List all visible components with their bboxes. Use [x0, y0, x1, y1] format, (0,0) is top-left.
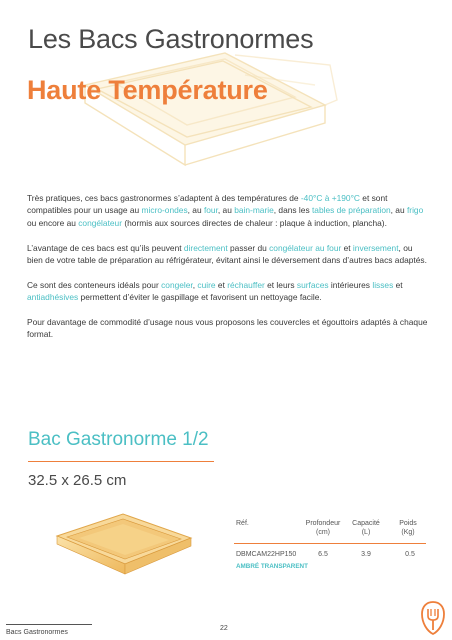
body-text-run: L’avantage de ces bacs est qu’ils peuvent	[27, 242, 184, 253]
cell-ref: DBMCAM22HP150	[236, 551, 297, 558]
header-weight-unit: (Kg)	[401, 529, 415, 536]
body-text-run: permettent d’éviter le gaspillage et favorisent un nettoyage facile.	[78, 292, 322, 303]
highlight-text: tables de préparation	[311, 205, 391, 216]
cell-capacity: 3.9	[361, 551, 371, 558]
highlight-text: directement	[183, 242, 228, 253]
body-text-run: , au	[217, 205, 235, 216]
body-text-run: et	[215, 279, 228, 290]
cell-depth: 6.5	[318, 551, 328, 558]
spec-table	[234, 519, 426, 570]
header-weight	[392, 519, 424, 537]
header-capacity	[346, 519, 386, 537]
body-text-run: (hormis aux sources directes de chaleur : plaque à induction, plancha).	[122, 217, 387, 228]
highlight-text: micro-ondes	[141, 205, 188, 216]
highlight-text: lisses	[372, 279, 394, 290]
body-text-run: ,	[192, 279, 198, 290]
header-weight-label: Poids	[399, 520, 417, 527]
page-subtitle: Haute Température	[27, 75, 268, 105]
highlight-text: cuire	[197, 279, 216, 290]
spec-table-rule	[234, 543, 426, 544]
highlight-text: surfaces	[296, 279, 329, 290]
intro-paragraph	[27, 316, 429, 341]
highlight-text: réchauffer	[227, 279, 265, 290]
header-depth-label: Profondeur	[305, 520, 341, 527]
header-capacity-label: Capacité	[352, 520, 380, 527]
highlight-text: bain-marie	[234, 205, 274, 216]
table-row	[234, 551, 426, 563]
cell-weight: 0.5	[405, 551, 415, 558]
body-text-run: , dans les	[273, 205, 312, 216]
body-text-run: et sont compatibles pour un usage au	[27, 193, 388, 216]
header-ref	[236, 519, 249, 528]
section-dimensions: 32.5 x 26.5 cm	[28, 472, 127, 489]
highlight-text: frigo	[406, 205, 424, 216]
footer-divider	[6, 624, 92, 625]
body-text-run: ou encore au	[27, 217, 79, 228]
page-number: 22	[220, 625, 228, 632]
header-depth	[298, 519, 348, 537]
hero-pan-image	[75, 45, 340, 175]
highlight-text: antiadhésives	[27, 292, 79, 303]
body-text-run: et leurs	[264, 279, 297, 290]
body-text-run: intérieures	[328, 279, 373, 290]
body-text-run: et	[341, 242, 353, 253]
body-text-run: Très pratiques, ces bacs gastronormes s’adaptent à des températures de	[27, 193, 301, 203]
highlight-text: four	[203, 205, 218, 216]
body-text-run: , ou bien de votre table de préparation au réfrigérateur, évitant ainsi le déversement dans d’autres bacs adaptés.	[27, 242, 427, 266]
section-divider	[28, 461, 214, 462]
body-text-run: et	[393, 279, 403, 290]
highlight-text: congélateur	[78, 217, 123, 228]
body-text-run: , au	[390, 205, 407, 216]
body-text-run: Ce sont des conteneurs idéals pour	[27, 279, 162, 290]
highlight-text: congélateur au four	[269, 242, 342, 253]
body-text-run: passer du	[227, 242, 270, 253]
body-text-run: , au	[187, 205, 204, 216]
body-text-run: Pour davantage de commodité d’usage nous vous proposons les couvercles et égouttoirs adaptés à chaque format.	[27, 317, 428, 340]
product-pan-image	[53, 508, 195, 580]
highlight-text: -40°C à +190°C	[300, 193, 360, 203]
intro-paragraph	[27, 192, 429, 229]
header-ref-label: Réf.	[236, 520, 249, 527]
header-capacity-unit: (L)	[361, 529, 371, 536]
spec-table-header	[234, 519, 426, 543]
variant-label: AMBRÉ TRANSPARENT	[236, 563, 308, 570]
highlight-text: inversement	[352, 242, 399, 253]
header-depth-unit: (cm)	[316, 529, 330, 536]
highlight-text: congeler	[161, 279, 193, 290]
fork-badge-icon	[421, 601, 445, 635]
page-title: Les Bacs Gastronormes	[28, 24, 314, 54]
section-title: Bac Gastronorme 1/2	[28, 429, 209, 450]
intro-paragraph	[27, 242, 429, 267]
footer-label: Bacs Gastronormes	[6, 629, 68, 636]
intro-paragraph	[27, 279, 429, 304]
intro-text	[27, 192, 429, 353]
